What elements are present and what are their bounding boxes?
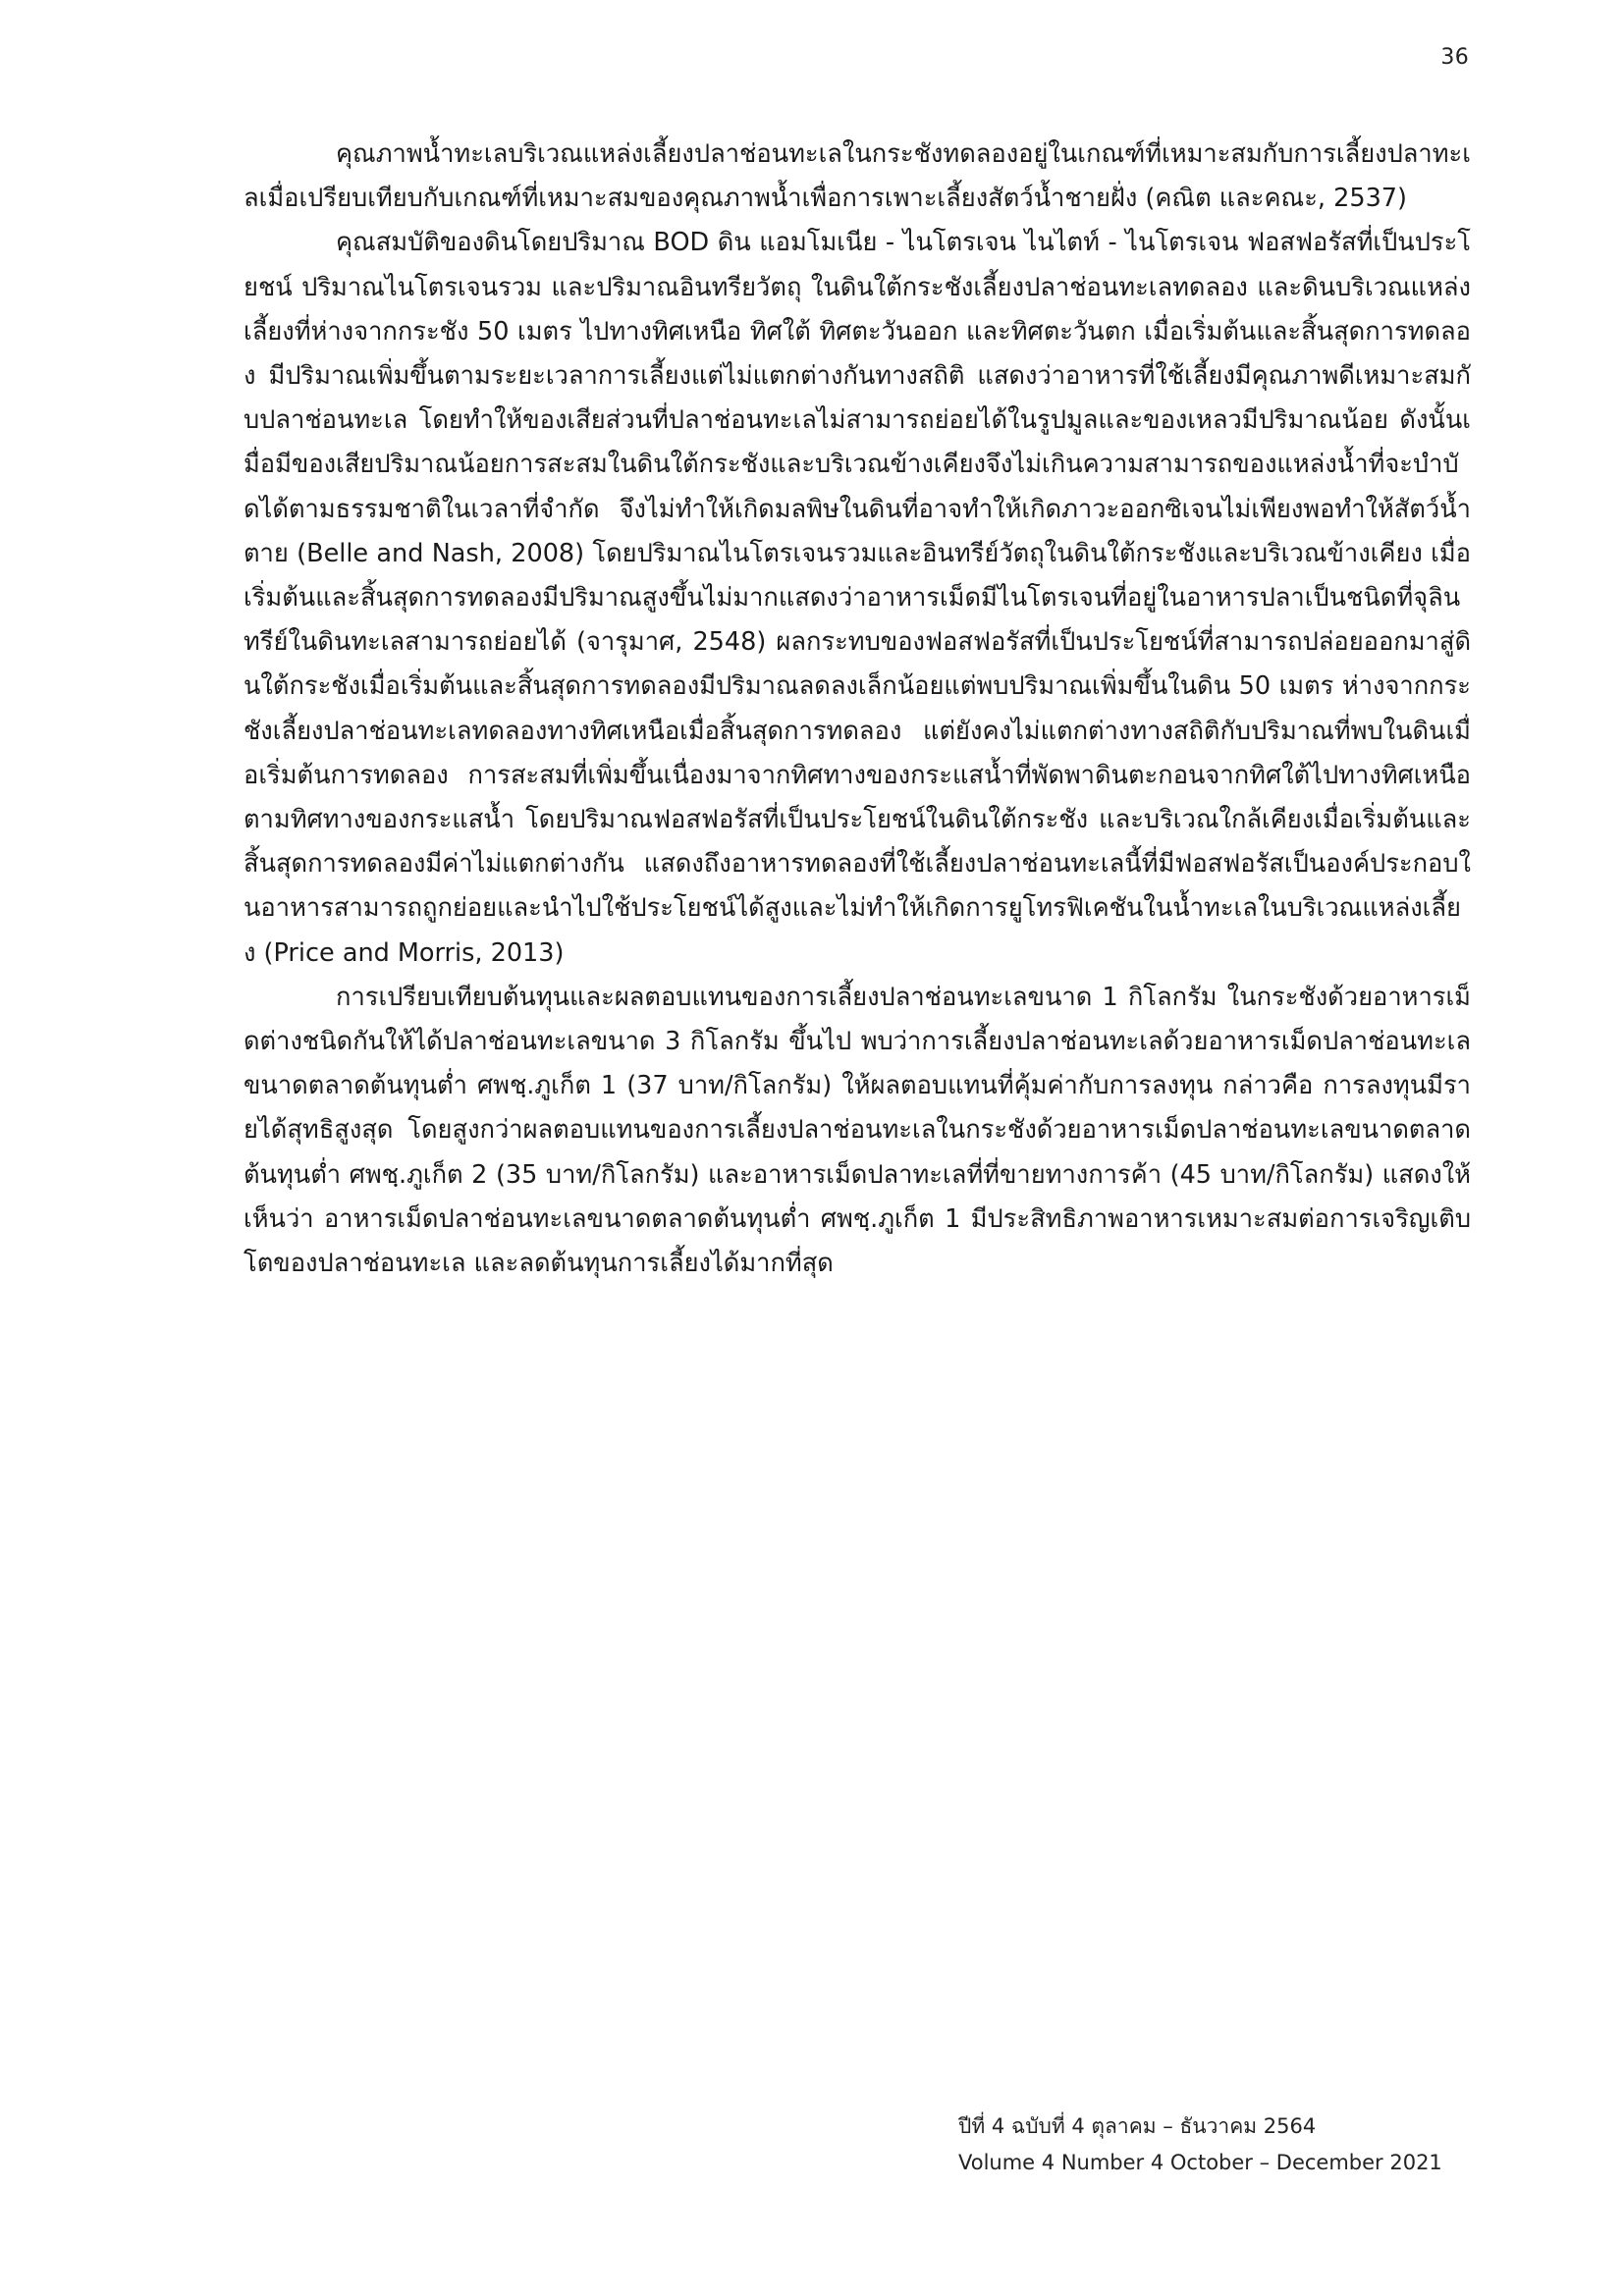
page-number: 36 — [1440, 45, 1469, 70]
journal-footer — [958, 2109, 1469, 2181]
paragraph-cost-comparison: การเปรียบเทียบต้นทุนและผลตอบแทนของการเลี้ยงปลาช่อนทะเลขนาด 1 กิโลกรัม ในกระชังด้วยอาหารเม็ดต่างชนิดกันให้ได้ปลาช่อนทะเลขนาด 3 กิโลกรัม ขึ้นไป พบว่าการเลี้ยงปลาช่อนทะเลด้วยอาหารเม็ดปลาช่อนทะเลขนาดตลาดต้นทุนต่ำ ศพชฺ.ภูเก็ต 1 (37 บาท/กิโลกรัม) ให้ผลตอบแทนที่คุ้มค่ากับการลงทุน กล่าวคือ การลงทุนมีรายได้สุทธิสูงสุด โดยสูงกว่าผลตอบแทนของการเลี้ยงปลาช่อนทะเลในกระชังด้วยอาหารเม็ดปลาช่อนทะเลขนาดตลาดต้นทุนต่ำ ศพชฺ.ภูเก็ต 2 (35 บาท/กิโลกรัม) และอาหารเม็ดปลาทะเลที่ที่ขายทางการค้า (45 บาท/กิโลกรัม) แสดงให้เห็นว่า อาหารเม็ดปลาช่อนทะเลขนาดตลาดต้นทุนต่ำ ศพชฺ.ภูเก็ต 1 มีประสิทธิภาพอาหารเหมาะสมต่อการเจริญเติบโตของปลาช่อนทะเล และลดต้นทุนการเลี้ยงได้มากที่สุด — [244, 982, 1471, 1279]
paragraph-water-quality: คุณภาพน้ำทะเลบริเวณแหล่งเลี้ยงปลาช่อนทะเลในกระชังทดลองอยู่ในเกณฑ์ที่เหมาะสมกับการเลี้ยงปลาทะเลเมื่อเปรียบเทียบกับเกณฑ์ที่เหมาะสมของคุณภาพน้ำเพื่อการเพาะเลี้ยงสัตว์น้ำชายฝั่ง (คณิต และคณะ, 2537) — [244, 139, 1471, 214]
footer-volume-english: Volume 4 Number 4 October – December 2021 — [958, 2151, 1442, 2174]
footer-volume-thai: ปีที่ 4 ฉบับที่ 4 ตุลาคม – ธันวาคม 2564 — [958, 2114, 1317, 2138]
paragraph-soil-properties: คุณสมบัติของดินโดยปริมาณ BOD ดิน แอมโมเนีย - ไนโตรเจน ไนไตท์ - ไนโตรเจน ฟอสฟอรัสที่เป็นประโยชน์ ปริมาณไนโตรเจนรวม และปริมาณอินทรียวัตถุ ในดินใต้กระชังเลี้ยงปลาช่อนทะเลทดลอง และดินบริเวณแหล่งเลี้ยงที่ห่างจากกระชัง 50 เมตร ไปทางทิศเหนือ ทิศใต้ ทิศตะวันออก และทิศตะวันตก เมื่อเริ่มต้นและสิ้นสุดการทดลอง มีปริมาณเพิ่มขึ้นตามระยะเวลาการเลี้ยงแต่ไม่แตกต่างกันทางสถิติ แสดงว่าอาหารที่ใช้เลี้ยงมีคุณภาพดีเหมาะสมกับปลาช่อนทะเล โดยทำให้ของเสียส่วนที่ปลาช่อนทะเลไม่สามารถย่อยได้ในรูปมูลและของเหลวมีปริมาณน้อย ดังนั้นเมื่อมีของเสียปริมาณน้อยการสะสมในดินใต้กระชังและบริเวณข้างเคียงจึงไม่เกินความสามารถของแหล่งน้ำที่จะบำบัดได้ตามธรรมชาติในเวลาที่จำกัด จึงไม่ทำให้เกิดมลพิษในดินที่อาจทำให้เกิดภาวะออกซิเจนไม่เพียงพอทำให้สัตว์น้ำตาย (Belle and Nash, 2008) โดยปริมาณไนโตรเจนรวมและอินทรีย์วัตถุในดินใต้กระชังและบริเวณข้างเคียง เมื่อเริ่มต้นและสิ้นสุดการทดลองมีปริมาณสูงขึ้นไม่มากแสดงว่าอาหารเม็ดมีไนโตรเจนที่อยู่ในอาหารปลาเป็นชนิดที่จุลินทรีย์ในดินทะเลสามารถย่อยได้ (จารุมาศ, 2548) ผลกระทบของฟอสฟอรัสที่เป็นประโยชน์ที่สามารถปล่อยออกมาสู่ดินใต้กระชังเมื่อเริ่มต้นและสิ้นสุดการทดลองมีปริมาณลดลงเล็กน้อยแต่พบปริมาณเพิ่มขึ้นในดิน 50 เมตร ห่างจากกระชังเลี้ยงปลาช่อนทะเลทดลองทางทิศเหนือเมื่อสิ้นสุดการทดลอง แต่ยังคงไม่แตกต่างทางสถิติกับปริมาณที่พบในดินเมื่อเริ่มต้นการทดลอง การสะสมที่เพิ่มขึ้นเนื่องมาจากทิศทางของกระแสน้ำที่พัดพาดินตะกอนจากทิศใต้ไปทางทิศเหนือตามทิศทางของกระแสน้ำ โดยปริมาณฟอสฟอรัสที่เป็นประโยชน์ในดินใต้กระชัง และบริเวณใกล้เคียงเมื่อเริ่มต้นและสิ้นสุดการทดลองมีค่าไม่แตกต่างกัน แสดงถึงอาหารทดลองที่ใช้เลี้ยงปลาช่อนทะเลนี้ที่มีฟอสฟอรัสเป็นองค์ประกอบในอาหารสามารถถูกย่อยและนำไปใช้ประโยชน์ได้สูงและไม่ทำให้เกิดการยูโทรฟิเคชันในน้ำทะเลในบริเวณแหล่งเลี้ยง (Price and Morris, 2013) — [244, 228, 1471, 968]
main-body — [244, 133, 1471, 1286]
